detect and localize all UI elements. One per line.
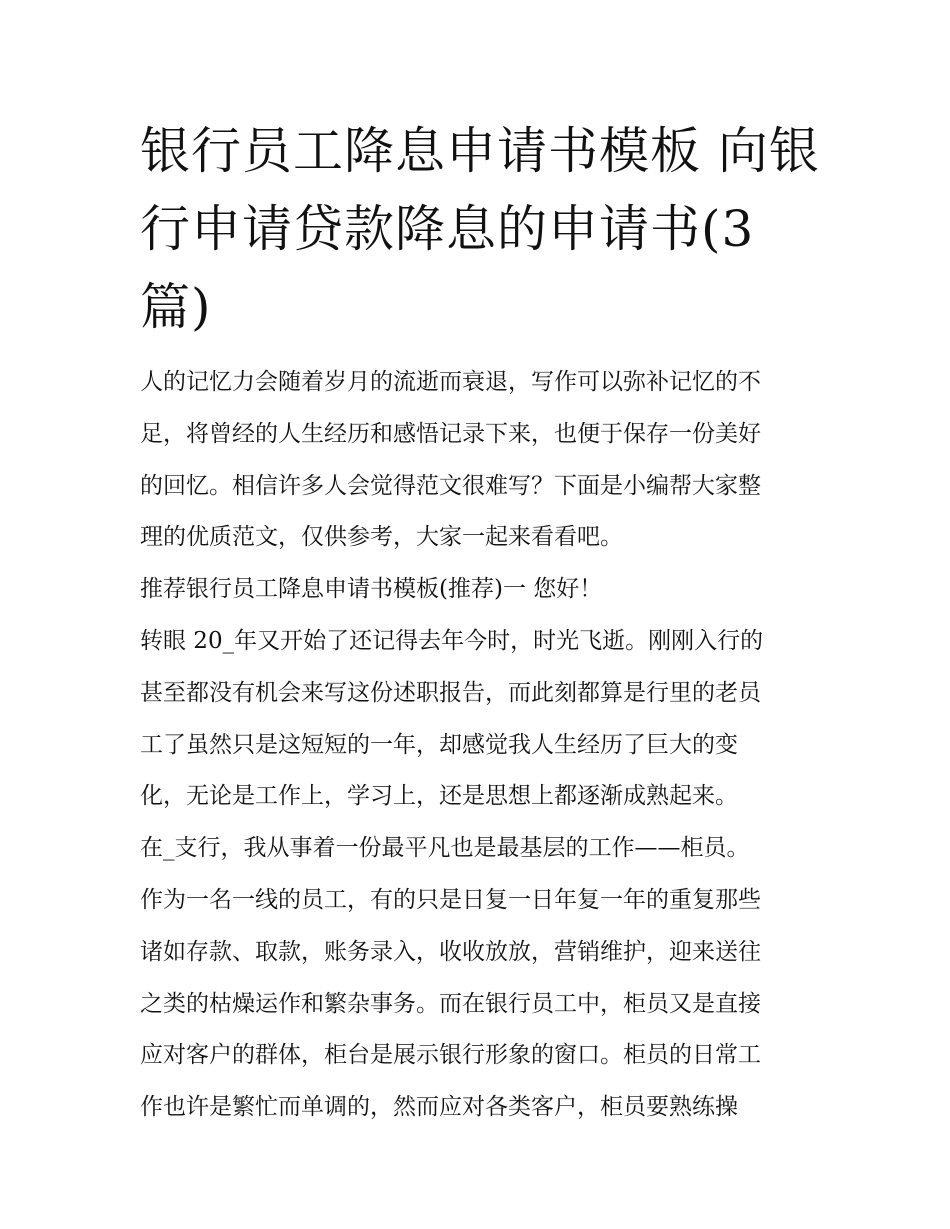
body-line: 甚至都没有机会来写这份述职报告，而此刻都算是行里的老员 [140, 679, 761, 706]
document-title [140, 112, 830, 346]
title-line: 银行员工降息申请书模板 向银 [140, 122, 820, 180]
body-line: 化，无论是工作上，学习上，还是思想上都逐渐成熟起来。 [140, 783, 738, 810]
body-line: 在_支行，我从事着一份最平凡也是最基层的工作——柜员。 [140, 835, 750, 862]
body-line: 作也许是繁忙而单调的，然而应对各类客户，柜员要熟练操 [140, 1094, 738, 1121]
body-line: 作为一名一线的员工，有的只是日复一日年复一年的重复那些 [140, 886, 761, 913]
body-line: 工了虽然只是这短短的一年，却感觉我人生经历了巨大的变 [140, 731, 738, 758]
body-line: 人的记忆力会随着岁月的流逝而衰退，写作可以弥补记忆的不 [140, 369, 761, 395]
body-line: 应对客户的群体，柜台是展示银行形象的窗口。柜员的日常工 [140, 1042, 761, 1069]
body-line: 足，将曾经的人生经历和感悟记录下来，也便于保存一份美好 [140, 420, 761, 447]
body-line: 之类的枯燥运作和繁杂事务。而在银行员工中，柜员又是直接 [140, 990, 761, 1017]
body-line: 转眼 20_年又开始了还记得去年今时，时光飞逝。刚刚入行的 [140, 627, 764, 654]
title-line: 行申请贷款降息的申请书(3 [140, 200, 755, 258]
body-line: 推荐银行员工降息申请书模板(推荐)一 您好！ [140, 576, 603, 603]
title-line: 篇) [140, 278, 212, 336]
body-line: 理的优质范文，仅供参考，大家一起来看看吧。 [140, 524, 623, 551]
document-body [140, 357, 830, 1134]
body-line: 的回忆。相信许多人会觉得范文很难写？下面是小编帮大家整 [140, 472, 761, 499]
body-line: 诸如存款、取款，账务录入，收收放放，营销维护，迎来送往 [140, 938, 761, 965]
